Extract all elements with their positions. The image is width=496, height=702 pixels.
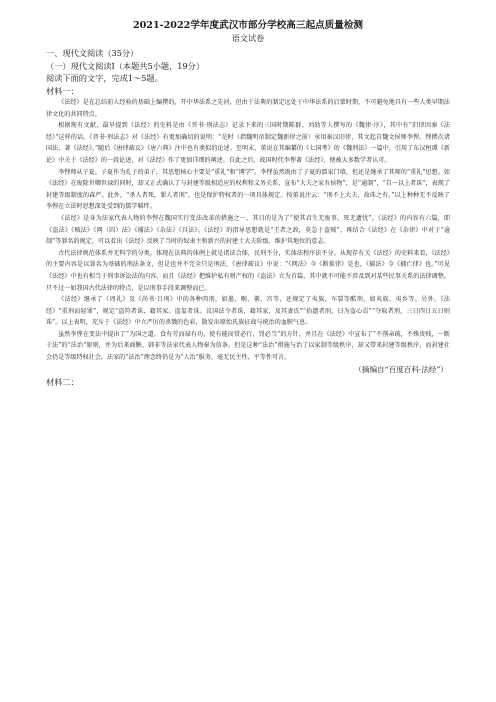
source-note: （摘编自“百度百科·法经”） (354, 364, 448, 374)
material1-body (46, 97, 450, 364)
paragraph: 虽然李悝在变法中提出了“为国之道，食有劳而禄有功，使有能而赏必行，罚必当”的方针，并且在《法经》中宣布了“不削亲疏，不殊贵贱，一断于法”的“法治”原则，并为后来商鞅、韩非等法家代表人物奉为信条。但是这种“法治”措施与治了以家制等级秩序，却又带来封建等级秩序，而封建社会仍是等级特权社会，法家的“法治”理念终仍是为“人治”服务，毫无民主性、平等性可言。 (46, 330, 450, 362)
paragraph: 《法经》是身为法家代表人物的李悝在魏国实行变法改革的措施之一，其目的是为了“使其君生无废事，死无遗忧”。《法经》的内容有六篇，即《盗法》《贼法》《网（囚）法》《捕法》《杂法》《具法》。《法经》的指导思想就是“王者之政，莫急于盗贼”。再结合《法经》在《杂律》中对于“逾制”等罪名的规定，可以看出《法经》反映了当时的奴隶主和新兴的封建士大夫阶级、维护其地位的意志。 (46, 214, 450, 246)
paragraph: 李悝师从子夏。子夏作为孔子的弟子，其思想核心主要是“重礼”和“博学”。李悝虽然既由了子夏的儒家门墙，但还是继承了其师的“重礼”思想。如《法经》在废除世卿世禄的同时，却又正式确认了与封建等级相适应的权利和义务关系，宣布“大夫之家有侯物”，是“逾制”，“自一以上者诛”，表现了封建等级制度的森严。此外，“杀人者死，罪人者刑”，也是保护特权者的一项具体规定。按董说注云：“刑不上大夫，故诛之有。”以上种种无不反映了李悝在立法时思想深处受到的儒学羁绊。 (46, 168, 450, 211)
material2-label: 材料二： (46, 376, 79, 387)
exam-subtitle: 语文试卷 (231, 33, 265, 43)
exam-title: 2021-2022学年度武汉市部分学校高三起点质量检测 (132, 20, 364, 31)
section-instruction: 阅读下面的文字，完成1～5题。 (46, 73, 163, 83)
section-heading: 一、现代文阅读（35分） (46, 48, 139, 58)
paragraph: 《法经》是在总结前人经验的基础上编撰的，开中华法系之先河，但由于法典的制定远处于中华法系的启蒙时期，不可避免地具有一些人类早期法律文化的共同特点。 (46, 99, 450, 118)
section-subheading: （一）现代文阅读Ⅰ（本题共5小题，19分） (46, 60, 205, 71)
paragraph: 根据现有文献，最早提到《法经》的史料是由《晋书·刑法志》记录下来的三国时期陈群、刘劭等人撰写的《魏律·序》，其中有“旧律因秦《法经》”这样的话。《晋书·刑法志》对《法经》有更加确切的说明：“是时（指魏明帝制定魏新律之前）承用秦汉旧律，其文起自魏文侯师李悝。悝撰次诸国法，著《法经》。”随后《唐律疏议》《唐六典》注中也有类似的论述。至明末，董说在其编纂的《七国考》的《魏刑法》一篇中，引用了东汉桓谭《新论》中关于《法经》的一段论述，对《法经》作了更加详细的阐述。自此之后，战国时代李悝著《法经》，便被大多数学者认可。 (46, 122, 450, 164)
material1-label: 材料一： (46, 85, 79, 96)
paragraph: 古代法律规范体系并无科学的分类，体现在法典的体例上就是诸法合体，民刑不分，实体法程序法不分。从现存有关《法经》的史料来看，《法经》的主要内容是以罪名为基础的刑法条文，但是也并不完全只是刑法，《唐律疏议》中说：“《网法》今《断狱律》是也，《捕法》今《捕亡律》也。”可见《法经》中也有相当于刑事诉讼法的内容。而且《法经》把维护私有财产权的《盗法》立为首篇，其中就不可能不涉及到对某些民事关系的法律调整，只不过一如我国古代法律的特点，是以刑事手段来调整而已。 (46, 249, 450, 292)
paragraph: 《法经》继承了《周礼》及《尚书·吕刑》中的各种肉刑，如墨、劓、剕、宫等，还规定了夷族、车裂等酷刑，如夷族、夷乡等。另外，《法经》“重刑而轻罪”，规定“盗符者诛，籍其家。盗玺者诛。议国法令者诛，籍其家，及其妻氏”“拾遗者刖，曰为盗心焉”“夺取者刑，三日四日五日则诛”。以上表明，充斥于《法经》中立严厉的杀戮的色彩，散发出原始氏族征战与统治的血腥气息。 (46, 296, 450, 327)
